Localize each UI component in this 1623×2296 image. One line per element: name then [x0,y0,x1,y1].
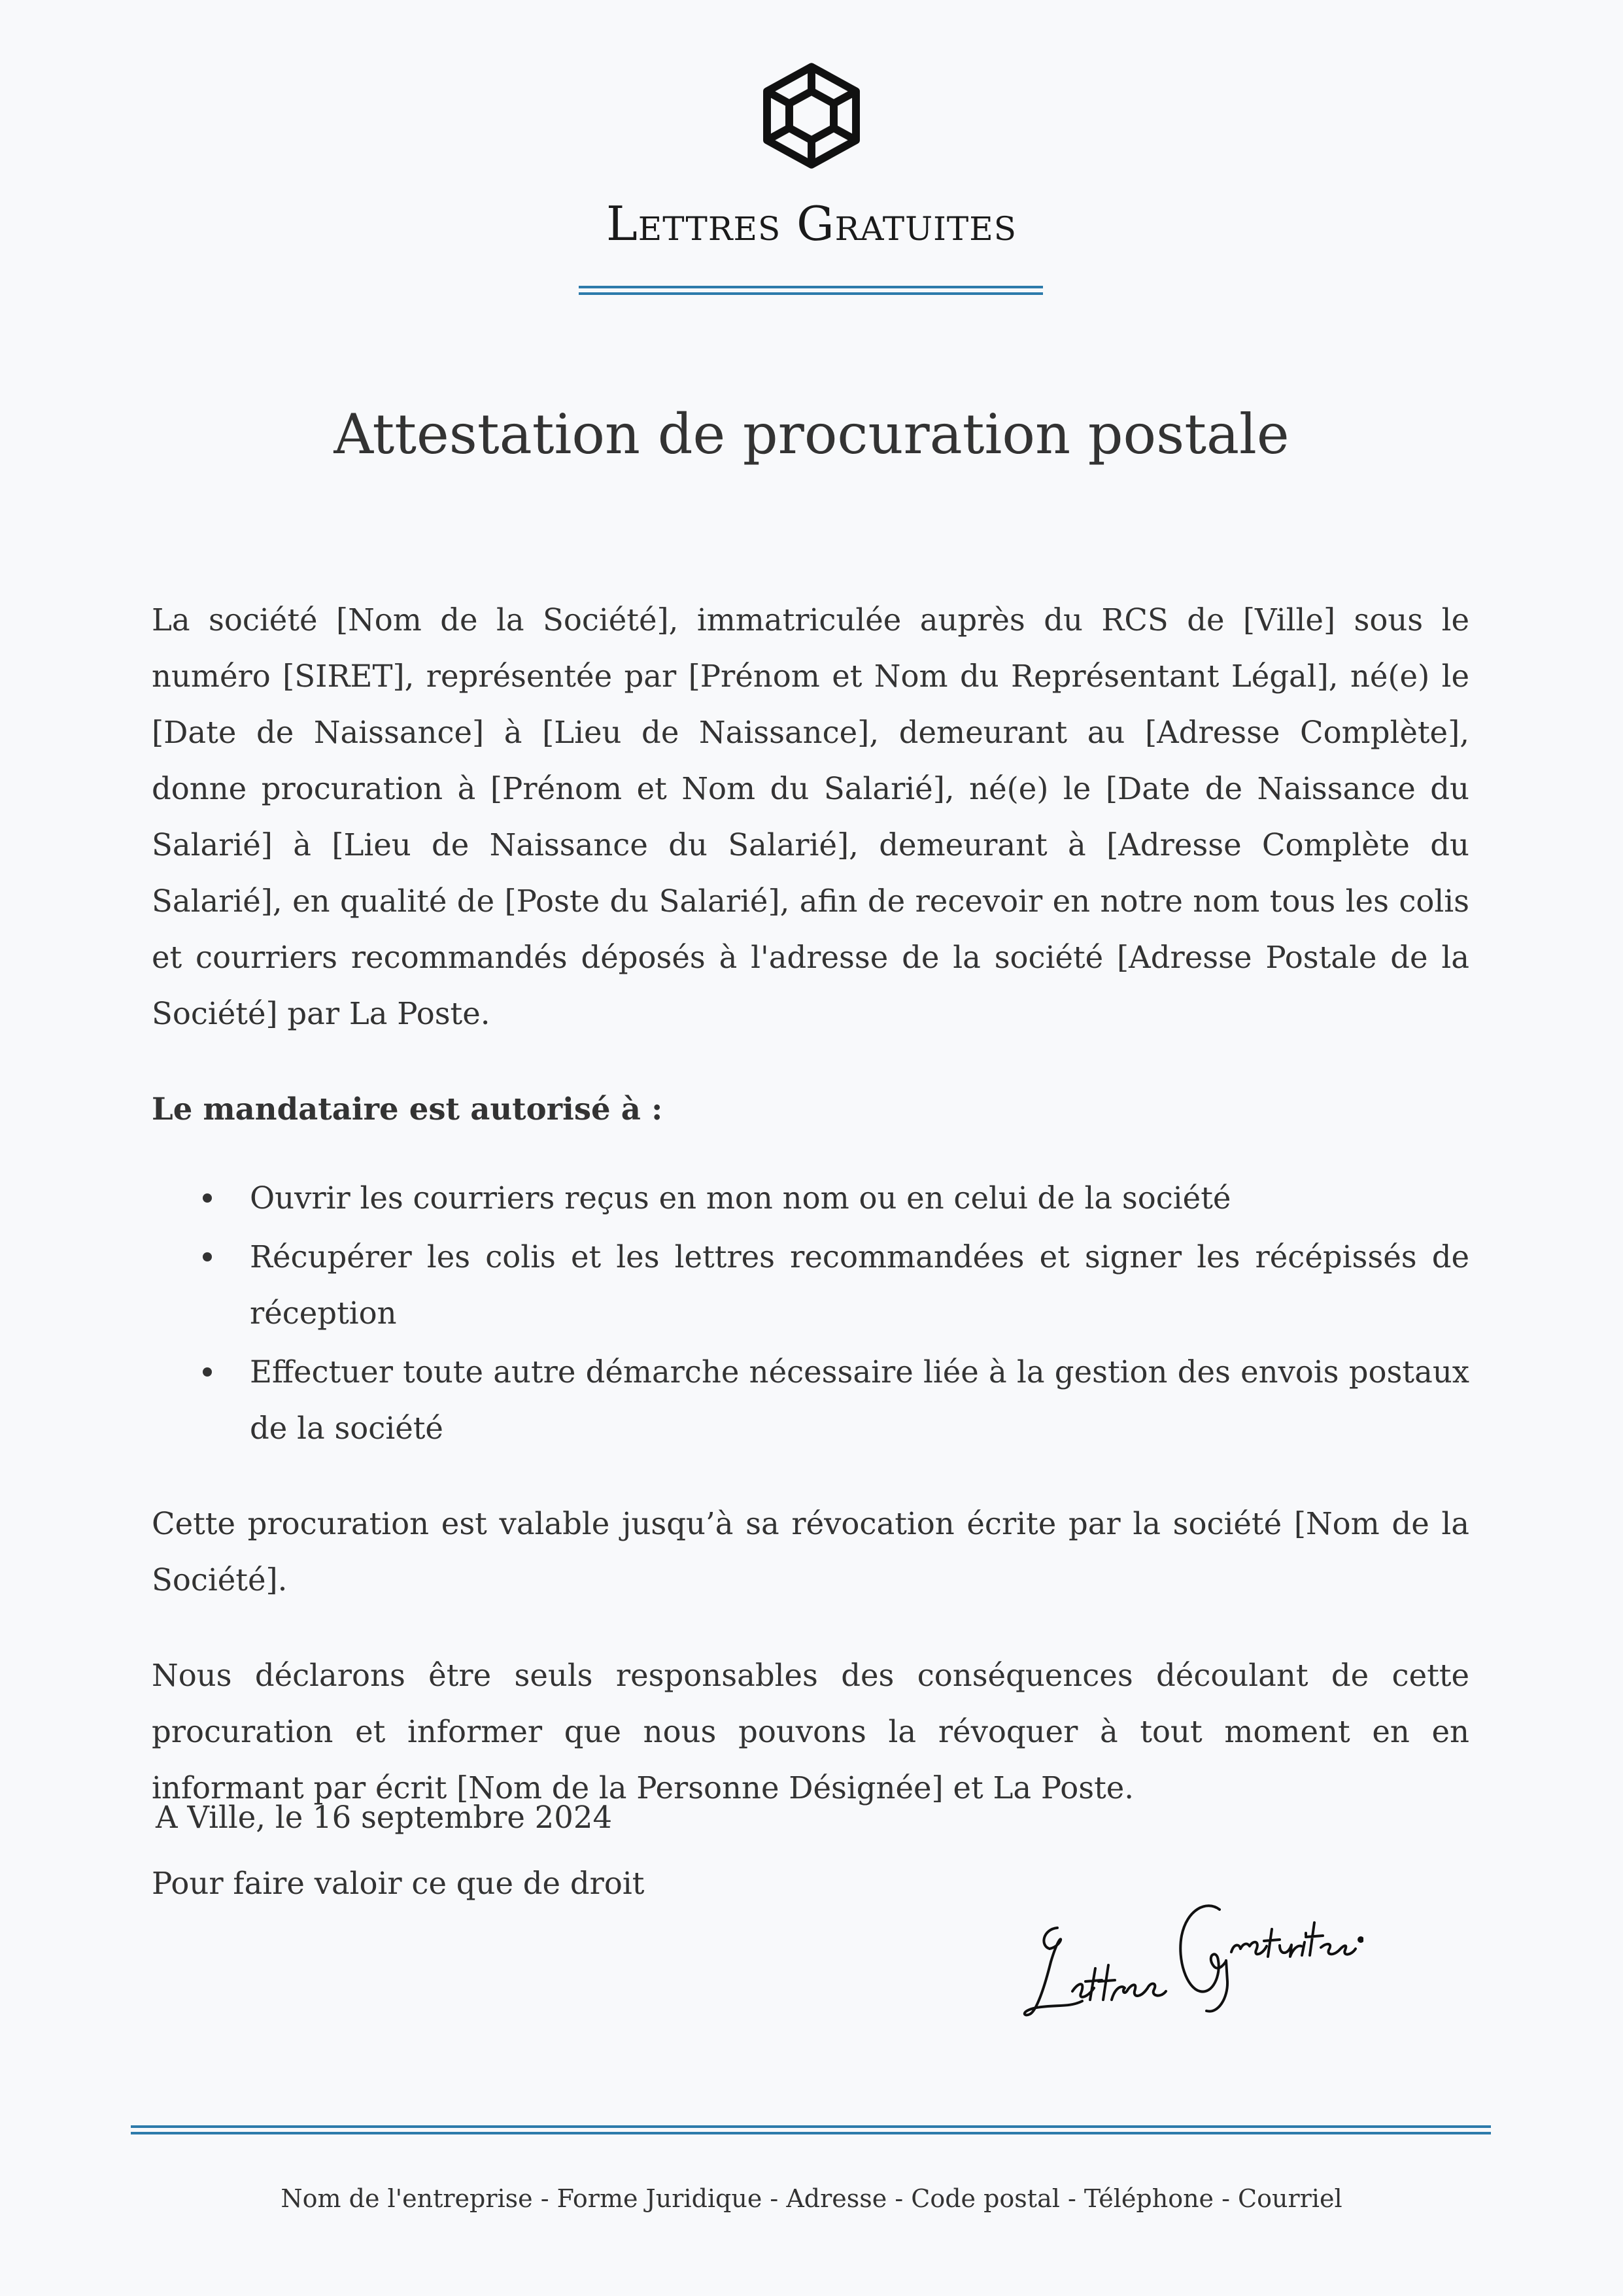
authorization-list [152,1170,1469,1456]
validity-paragraph: Cette procuration est valable jusqu’à sa révocation écrite par la société [Nom de la Société]. [152,1506,1469,1598]
cube-icon [756,60,867,171]
responsibility-paragraph: Nous déclarons être seuls responsables des conséquences découlant de cette procuration et informer que nous pouvons la révoquer à tout moment en en informant par écrit [Nom de la Personne Désignée] et La Poste. [152,1658,1469,1806]
bullet-icon [203,1252,212,1261]
document-body [152,592,1469,1951]
footer-text: Nom de l'entreprise - Forme Juridique - Adresse - Code postal - Téléphone - Courriel [281,2184,1342,2213]
bullet-icon [203,1193,212,1203]
authorization-heading: Le mandataire est autorisé à : [152,1091,663,1127]
document-title: Attestation de procuration postale [333,402,1290,466]
logo [0,60,1623,171]
list-item [152,1229,1469,1341]
list-item-text: Récupérer les colis et les lettres recommandées et signer les récépissés de réception [250,1239,1469,1331]
list-item-text: Effectuer toute autre démarche nécessaire liée à la gestion des envois postaux de la société [250,1354,1469,1446]
list-item [152,1344,1469,1456]
header-divider [579,286,1043,295]
bullet-icon [203,1367,212,1377]
closing-line: Pour faire valoir ce que de droit [152,1866,645,1901]
intro-paragraph: La société [Nom de la Société], immatriculée auprès du RCS de [Ville] sous le numéro [SIRET], représentée par [Prénom et Nom du Représentant Légal], né(e) le [Date de Naissance] à [Lieu de Naissance], demeurant au [Adresse Complète], donne procuration à [Prénom et Nom du Salarié], né(e) le [Date de Naissance du Salarié] à [Lieu de Naissance du Salarié], demeurant à [Adresse Complète du Salarié], en qualité de [Poste du Salarié], afin de recevoir en notre nom tous les colis et courriers recommandés déposés à l'adresse de la société [Adresse Postale de la Société] par La Poste. [152,602,1469,1031]
footer-divider [131,2125,1491,2134]
brand-name: Lettres Gratuites [606,196,1017,251]
signature [1010,1883,1363,2034]
list-item [152,1170,1469,1226]
list-item-text: Ouvrir les courriers reçus en mon nom ou en celui de la société [250,1180,1231,1216]
date-line: A Ville, le 16 septembre 2024 [156,1800,613,1835]
